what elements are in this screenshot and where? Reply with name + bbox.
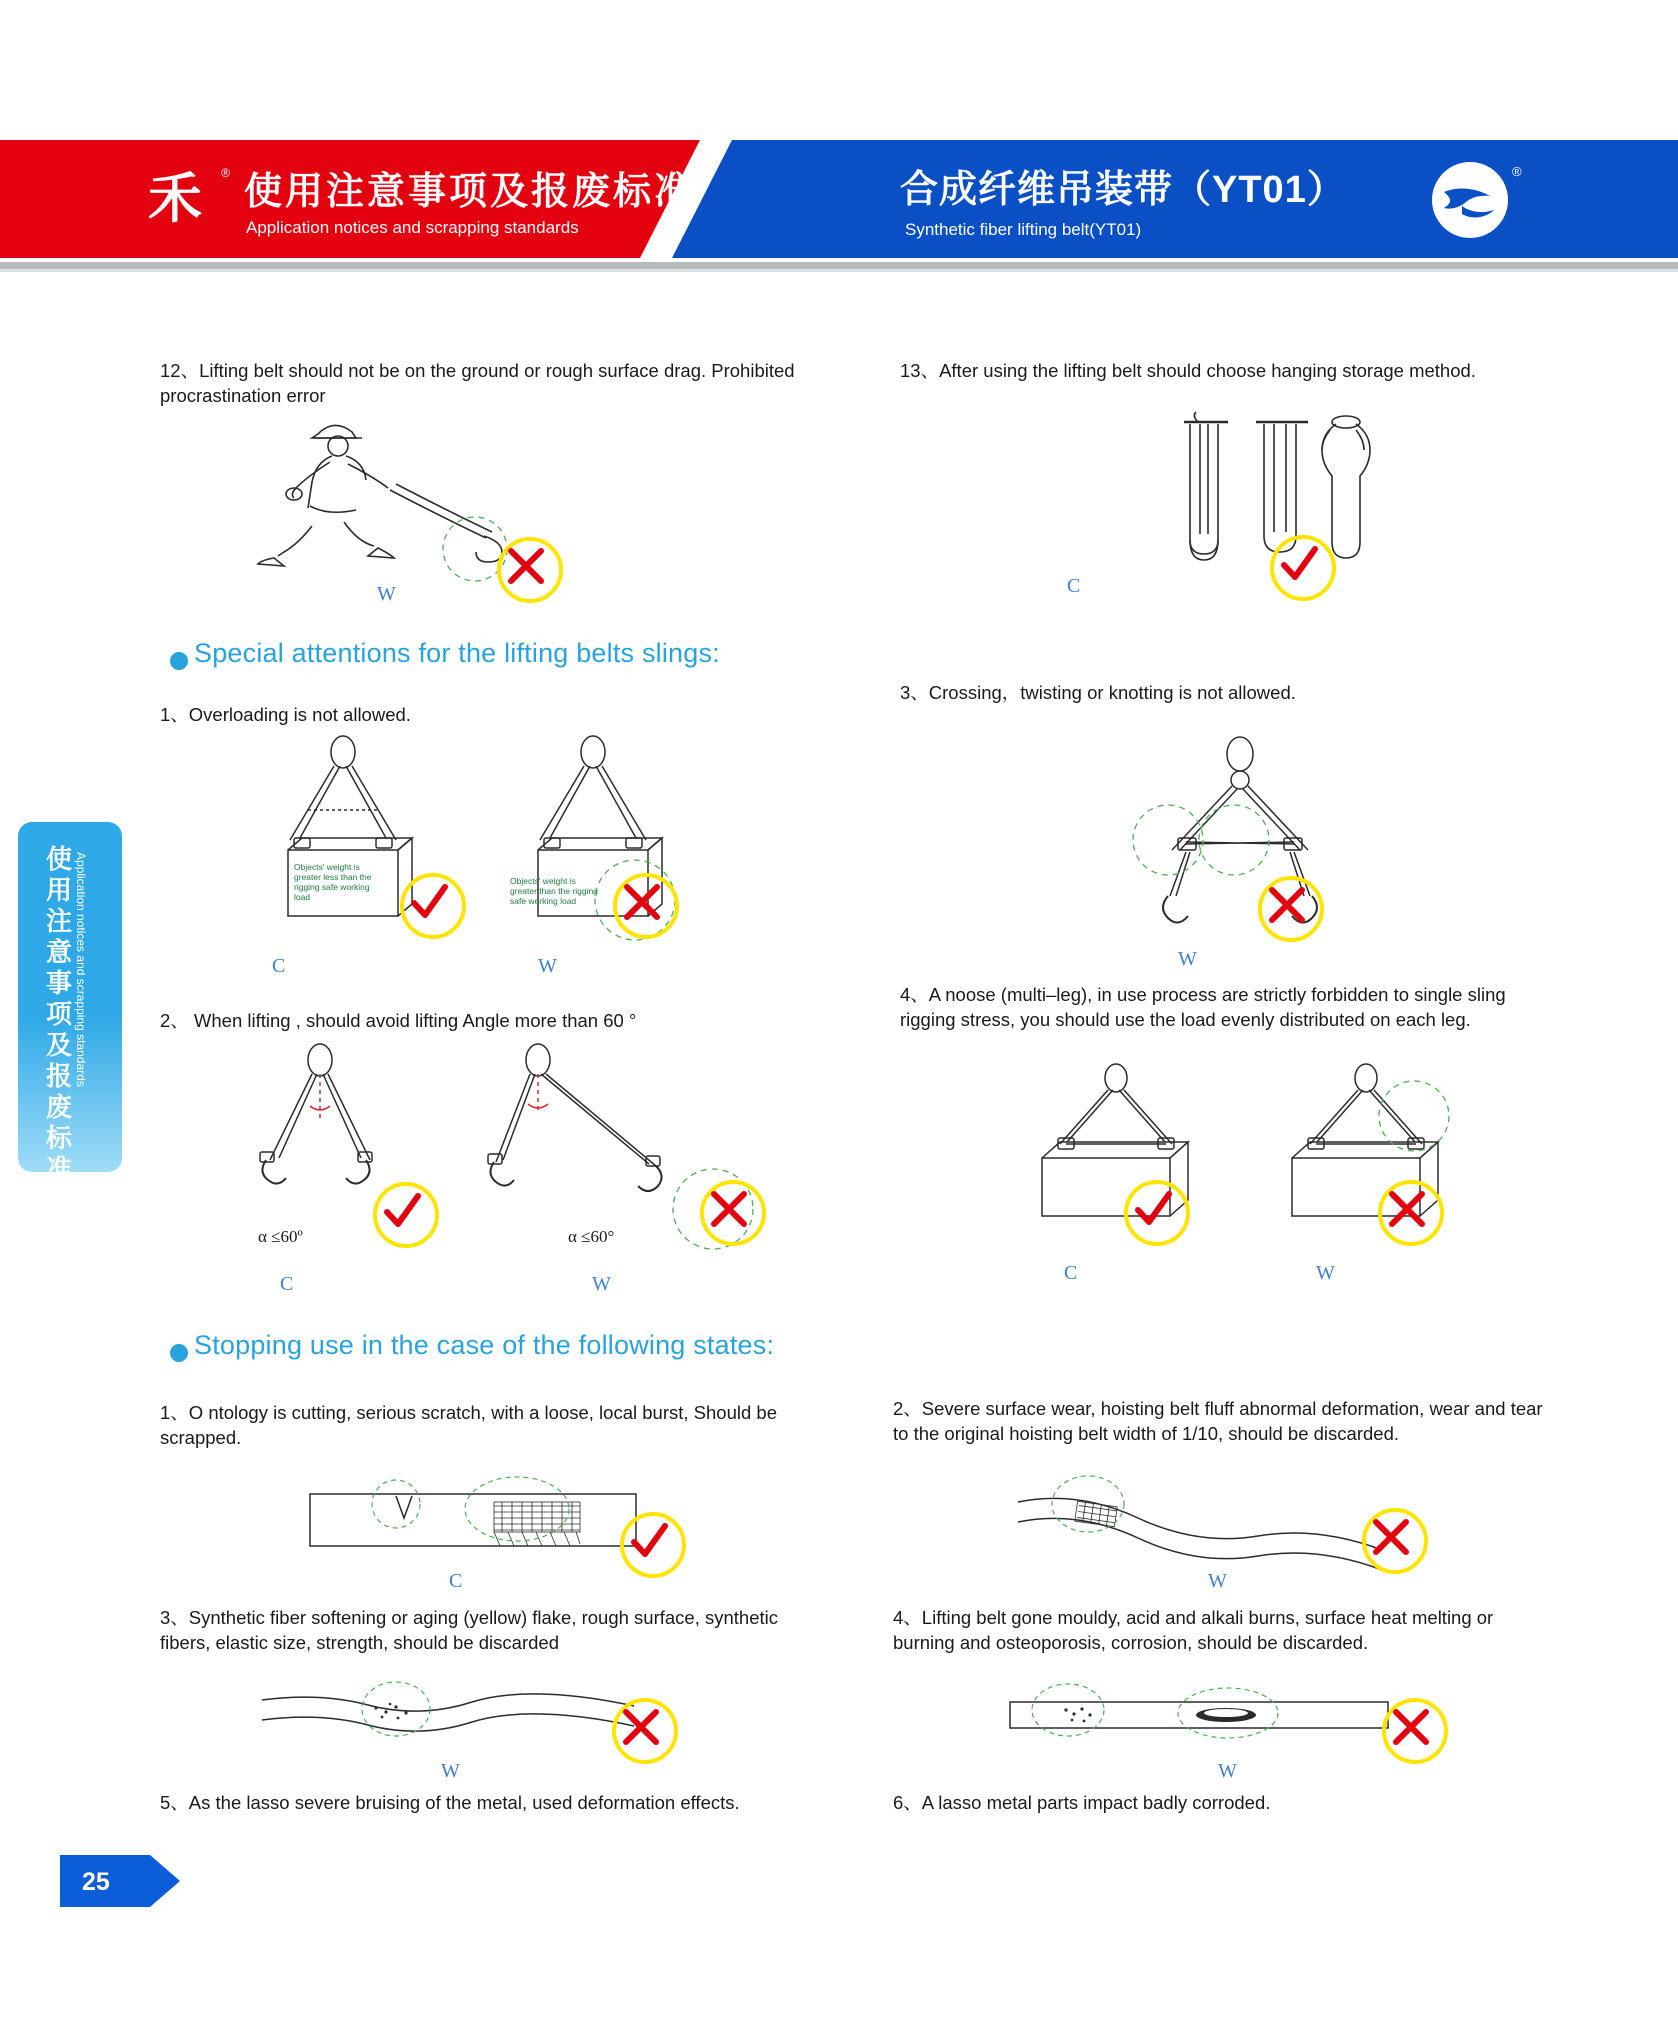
registered-trademark-icon: ® (221, 166, 230, 180)
figure-s3-label-w: W (1178, 948, 1197, 970)
figure-p1-dashed-circle-2 (462, 1474, 572, 1544)
bird-registered-icon: ® (1512, 164, 1522, 179)
cross-mark-12 (497, 537, 563, 603)
special-attentions-heading: Special attentions for the lifting belts slings: (194, 638, 720, 668)
page-number: 25 (82, 1868, 110, 1896)
figure-p2-dashed-circle (1048, 1472, 1128, 1536)
figure-13-label-c: C (1067, 575, 1081, 597)
stopping-item-1-text: 1、O ntology is cutting, serious scratch, with a loose, local burst, Should be scrapped. (160, 1402, 777, 1448)
figure-12-label-w: W (377, 583, 396, 605)
stopping-use-heading: Stopping use in the case of the following states: (194, 1330, 775, 1360)
figure-s3-dashed-circle-2 (1194, 800, 1274, 880)
figure-s2-ok-label-c: C (280, 1273, 294, 1295)
figure-p4-dashed-circle-2 (1174, 1684, 1282, 1742)
figure-p1-dashed-circle-1 (368, 1476, 424, 1532)
header-right-title-cn: 合成纤维吊装带（YT01） (900, 169, 1346, 211)
cross-mark-p3 (612, 1698, 678, 1764)
bird-logo-icon (1432, 162, 1522, 238)
figure-p3-dashed-circle (358, 1678, 434, 1740)
header-right-title-en: Synthetic fiber lifting belt(YT01) (905, 220, 1142, 239)
check-mark-s4-ok (1124, 1180, 1190, 1246)
special-item-1-text: 1、Overloading is not allowed. (160, 704, 411, 725)
special-item-2-text: 2、 When lifting , should avoid lifting Angle more than 60 ° (160, 1010, 637, 1031)
stopping-item-4-text: 4、Lifting belt gone mouldy, acid and alkali burns, surface heat melting or burning and osteoporosis, corrosion, should be discarded. (893, 1607, 1494, 1653)
cross-mark-s1-ng (613, 873, 679, 939)
item-12-text: 12、Lifting belt should not be on the ground or rough surface drag. Prohibited procrastination error (160, 360, 795, 406)
special-item-3-text: 3、Crossing，twisting or knotting is not allowed. (900, 682, 1296, 703)
logo-glyph: 禾 (148, 169, 200, 229)
overload-ok-box-label: Objects' weight is greater less than the rigging safe working load (294, 862, 372, 902)
side-tab-label-cn: 使用注意事项及报废标准 (46, 844, 74, 1184)
stopping-item-2-text: 2、Severe surface wear, hoisting belt fluff abnormal deformation, wear and tear to the original hoisting belt width of 1/10, should be discarded. (893, 1398, 1543, 1444)
stopping-item-6-text: 6、A lasso metal parts impact badly corroded. (893, 1792, 1271, 1813)
figure-s4-ng-label-w: W (1316, 1262, 1335, 1284)
figure-s4-ok-label-c: C (1064, 1262, 1078, 1284)
side-tab-label-en: Application notices and scrapping standards (74, 852, 88, 1087)
stopping-item-5-text: 5、As the lasso severe bruising of the metal, used deformation effects. (160, 1792, 740, 1813)
cross-mark-p2 (1362, 1508, 1428, 1574)
figure-p4-dashed-circle-1 (1028, 1680, 1108, 1740)
figure-s1-ok-label-c: C (272, 955, 286, 977)
side-tab (18, 822, 122, 1184)
figure-s2-ng-label-w: W (592, 1273, 611, 1295)
bullet-icon-stopping (170, 1344, 188, 1362)
figure-belt-aging (258, 1682, 638, 1752)
item-13-text: 13、After using the lifting belt should choose hanging storage method. (900, 360, 1476, 381)
overload-ng-box-label: Objects' weight is greater than the rigging safe working load (510, 876, 598, 906)
check-mark-s2-ok (373, 1182, 439, 1248)
page-number-badge (60, 1855, 180, 1907)
check-mark-s1-ok (400, 873, 466, 939)
figure-p4-label-w: W (1218, 1760, 1237, 1782)
check-mark-p1 (620, 1512, 686, 1578)
cross-mark-s3 (1258, 876, 1324, 942)
check-mark-13 (1270, 535, 1336, 601)
angle-ng-label: α ≤60° (568, 1227, 615, 1246)
angle-ok-label: α ≤60º (258, 1227, 303, 1246)
figure-p3-label-w: W (441, 1760, 460, 1782)
bullet-icon-special (170, 652, 188, 670)
cross-mark-s2-ng (700, 1180, 766, 1246)
company-logo (148, 162, 230, 236)
header-left-title-en: Application notices and scrapping standards (246, 218, 579, 237)
figure-p1-label-c: C (449, 1570, 463, 1592)
header-left-title-cn: 使用注意事项及报废标准 (244, 171, 696, 213)
figure-s1-ng-label-w: W (538, 955, 557, 977)
page-number-background (60, 1855, 180, 1907)
page-header (0, 140, 1678, 258)
special-item-4-text: 4、A noose (multi–leg), in use process are strictly forbidden to single sling rigging stress, you should use the load evenly distributed on each leg. (900, 984, 1506, 1030)
stopping-item-3-text: 3、Synthetic fiber softening or aging (yellow) flake, rough surface, synthetic fibers, elastic size, strength, should be discarded (160, 1607, 779, 1653)
header-divider (0, 262, 1678, 269)
figure-p2-label-w: W (1208, 1570, 1227, 1592)
cross-mark-p4 (1382, 1698, 1448, 1764)
header-divider-light (0, 269, 1678, 272)
figure-s4-dashed-circle (1374, 1076, 1454, 1156)
cross-mark-s4-ng (1378, 1180, 1444, 1246)
